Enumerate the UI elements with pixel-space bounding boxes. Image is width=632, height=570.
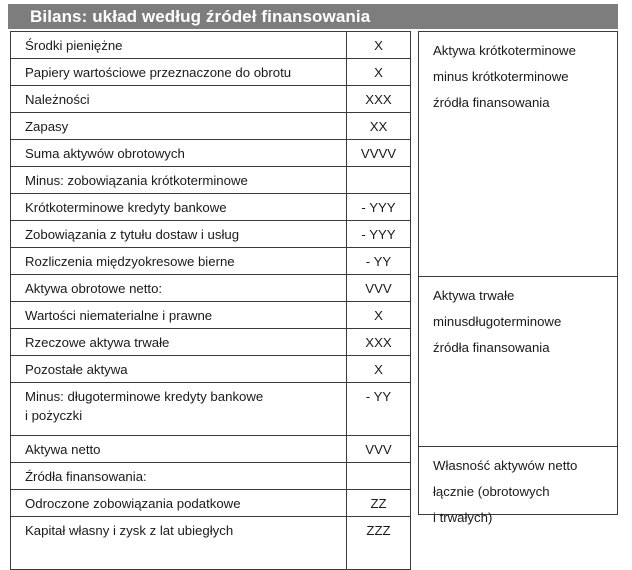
annotation-line: minus krótkoterminowe: [433, 69, 569, 84]
annotation-block: [419, 277, 617, 447]
table-row: [11, 59, 410, 86]
annotation-block: [419, 447, 617, 525]
line-item-value: - YY: [365, 389, 392, 404]
line-item-value: ZZZ: [366, 523, 391, 538]
table-row: [11, 167, 410, 194]
line-item-value: X: [374, 308, 383, 323]
line-item-label: Kapitał własny i zysk z lat ubiegłych: [11, 517, 347, 569]
table-row: [11, 113, 410, 140]
annotation-line: Własność aktywów netto: [433, 458, 578, 473]
line-item-value: - YYY: [361, 200, 396, 215]
table-row: [11, 140, 410, 167]
line-item-label: Zobowiązania z tytułu dostaw i usług: [11, 221, 347, 247]
line-item-label: Zapasy: [11, 113, 347, 139]
line-item-label: Źródła finansowania:: [11, 463, 347, 489]
line-item-label: Rzeczowe aktywa trwałe: [11, 329, 347, 355]
line-item-label: Odroczone zobowiązania podatkowe: [11, 490, 347, 516]
table-row: [11, 383, 410, 436]
annotation-block: [419, 32, 617, 277]
line-item-label: Aktywa netto: [11, 436, 347, 462]
table-row: [11, 275, 410, 302]
line-item-label: Rozliczenia międzyokresowe bierne: [11, 248, 347, 274]
table-row: [11, 86, 410, 113]
line-item-label: Suma aktywów obrotowych: [11, 140, 347, 166]
line-item-value: - YYY: [361, 227, 396, 242]
line-item-label: Pozostałe aktywa: [11, 356, 347, 382]
line-item-value: X: [374, 362, 383, 377]
line-item-value: [347, 463, 410, 489]
annotation-line: minusdługoterminowe: [433, 314, 562, 329]
line-item-label: Minus: zobowiązania krótkoterminowe: [11, 167, 347, 193]
table-row: [11, 436, 410, 463]
annotation-line: Aktywa krótkoterminowe: [433, 43, 576, 58]
table-row: [11, 490, 410, 517]
table-row: [11, 356, 410, 383]
line-item-value: XX: [369, 119, 388, 134]
table-row: [11, 329, 410, 356]
annotation-line: źródła finansowania: [433, 340, 550, 355]
line-item-label: Papiery wartościowe przeznaczone do obrotu: [11, 59, 347, 85]
line-item-value: VVV: [365, 442, 392, 457]
annotation-line: źródła finansowania: [433, 95, 550, 110]
line-item-label: Minus: długoterminowe kredyty bankowe i pożyczki: [11, 383, 347, 435]
table-row: [11, 194, 410, 221]
annotation-line: Aktywa trwałe: [433, 288, 515, 303]
table-row: [11, 517, 410, 569]
table-row: [11, 221, 410, 248]
line-item-value: [347, 167, 410, 193]
line-item-value: ZZ: [370, 496, 387, 511]
line-item-value: XXX: [365, 92, 392, 107]
table-row: [11, 248, 410, 275]
line-item-value: X: [374, 65, 383, 80]
line-item-value: - YY: [365, 254, 392, 269]
line-item-label-continued: i pożyczki: [25, 408, 83, 423]
table-row: [11, 463, 410, 490]
annotation-line: łącznie (obrotowych: [433, 484, 550, 499]
figure-title: Bilans: układ według źródeł finansowania: [30, 6, 371, 26]
line-item-label: Wartości niematerialne i prawne: [11, 302, 347, 328]
annotation-line: i trwałych): [433, 510, 493, 525]
table-row: [11, 302, 410, 329]
annotations-column: [418, 31, 618, 525]
line-item-value: VVVV: [360, 146, 397, 161]
balance-sheet-table: [8, 31, 618, 538]
line-item-label: Aktywa obrotowe netto:: [11, 275, 347, 301]
line-item-label: Środki pieniężne: [11, 32, 347, 58]
line-items-grid: [10, 31, 411, 570]
line-item-value: XXX: [365, 335, 392, 350]
line-item-value: X: [374, 38, 383, 53]
figure-title-bar: [8, 4, 618, 29]
line-item-label: Krótkoterminowe kredyty bankowe: [11, 194, 347, 220]
line-item-label: Należności: [11, 86, 347, 112]
table-row: [11, 32, 410, 59]
line-item-value: VVV: [365, 281, 392, 296]
